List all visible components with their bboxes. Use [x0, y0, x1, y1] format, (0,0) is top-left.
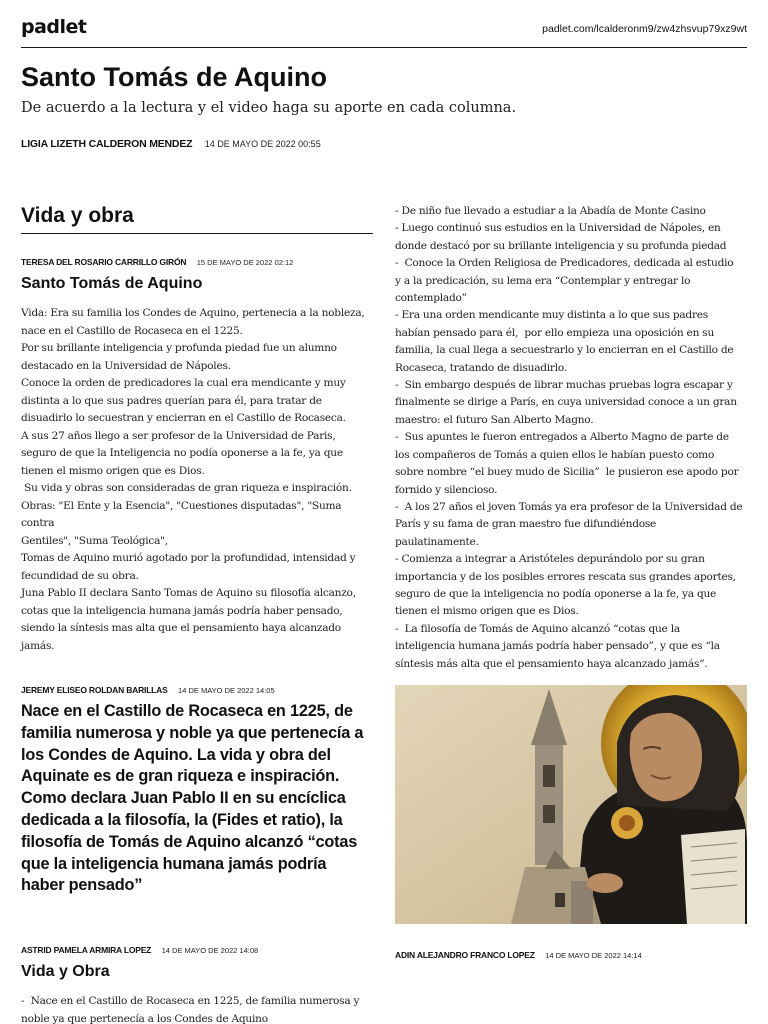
post-meta [21, 943, 373, 957]
top-bar [21, 14, 747, 48]
padlet-date: 14 DE MAYO DE 2022 00:55 [204, 139, 321, 149]
post-title: Santo Tomás de Aquino [21, 275, 203, 292]
padlet-meta [21, 134, 321, 152]
column-right [395, 203, 747, 962]
padlet-url[interactable]: padlet.com/lcalderonm9/zw4zhsvup79xz9wt [542, 23, 747, 35]
post-body-continued: - De niño fue llevado a estudiar a la Abadía de Monte Casino - Luego continuó sus estudios en la Universidad de Nápoles, en donde destacó por su brillante inteligencia y su profunda piedad - Conoce la Orden Religiosa de Predicadores, dedicada al estudio y a la predicación, su lema era “Contemplar y entregar lo contemplado” - Era una orden mendicante muy distinta a lo que sus padres habían pensado para él, por ello empieza una oposición en su familia, la cual llega a secuestrarlo y lo encierran en el Castillo de Rocaseca, tratando de disuadirlo. - Sin embargo después de librar muchas pruebas logra escapar y finalmente se dirige a París, en cuya universidad conoce a un gran maestro: el futuro San Alberto Magno. - Sus apuntes le fueron entregados a Alberto Magno de parte de los compañeros de Tomás a quien ellos le habían puesto como sobre nombre “el buey mudo de Sicilia” le pusieron ese apodo por fornido y silencioso. - A los 27 años el joven Tomás ya era profesor de la Universidad de París y su fama de gran maestro fue difundiéndose paulatinamente. - Comienza a integrar a Aristóteles depurándolo por su gran importancia y de los posibles errores rescata sus grandes aportes, seguro de que la inteligencia no podía oponerse a la fe, ya que tienen el mismo origen que es Dios. - La filosofía de Tomás de Aquino alcanzó “cotas que la inteligencia humana jamás podría haber pensado”, y que es “la síntesis más alta que el pensamiento haya alcanzado jamás”. [395, 205, 743, 670]
post-date: 14 DE MAYO DE 2022 14:05 [178, 686, 275, 695]
saint-thomas-painting-svg [395, 685, 747, 924]
post-meta [395, 948, 747, 962]
post-author: ASTRID PAMELA ARMIRA LOPEZ [21, 945, 152, 956]
post-date: 14 DE MAYO DE 2022 14:08 [161, 946, 259, 956]
padlet-logo[interactable]: padlet [21, 16, 87, 38]
post-body: Nace en el Castillo de Rocaseca en 1225, de familia numerosa y noble ya que pertenecía a los Condes de Aquino. La vida y obra del Aquinate es de gran riqueza e inspiración. Como declara Juan Pablo II en su encíclica dedicada a la filosofía, la (Fides et ratio), la filosofía de Tomás de Aquino alcanzó “cotas que la inteligencia humana jamás podría haber pensado” [21, 702, 364, 895]
padlet-author: LIGIA LIZETH CALDERON MENDEZ [21, 138, 193, 150]
post-author: ADIN ALEJANDRO FRANCO LOPEZ [395, 949, 535, 960]
saint-thomas-painting[interactable] [395, 685, 747, 924]
post-author: TERESA DEL ROSARIO CARRILLO GIRÓN [21, 257, 187, 267]
page-subtitle: De acuerdo a la lectura y el video haga su aporte en cada columna. [21, 100, 517, 116]
column-left [21, 204, 373, 1024]
post-author: JEREMY ELISEO ROLDAN BARILLAS [21, 685, 168, 695]
post-date: 14 DE MAYO DE 2022 14:14 [545, 950, 642, 960]
post-card[interactable] [21, 683, 373, 897]
post-card[interactable] [21, 943, 373, 1024]
page-title: Santo Tomás de Aquino [21, 62, 328, 92]
post-meta [21, 255, 373, 269]
post-card[interactable] [21, 255, 373, 655]
post-meta [21, 683, 373, 697]
section-title: Vida y obra [21, 204, 373, 234]
post-body: Vida: Era su familia los Condes de Aquino, pertenecia a la nobleza, nace en el Castillo de Rocaseca en el 1225. Por su brillante inteligencia y profunda piedad fue un alumno destacado en la Universidad de Nápoles. Conoce la orden de predicadores la cual era mendicante y muy distinta a lo que sus padres querían para él, para tratar de disuadirlo lo secuestran y encierran en el Castillo de Rocaseca. A sus 27 años llego a ser profesor de la Universidad de Paris, seguro de que la Inteligencia no podía oponerse a la fe, ya que tienen el mismo origen que es Dios. Su vida y obras son consideradas de gran riqueza e inspiración. Obras: "El Ente y la Esencia", "Cuestiones disputadas", "Suma contra Gentiles", "Suma Teológica", Tomas de Aquino murió agotado por la profundidad, intensidad y fecundidad de su obra. Juna Pablo II declara Santo Tomas de Aquino su filosofía alcanzo, cotas que la inteligencia humana jamás podría haber pensado, siendo la síntesis mas alta que el pensamiento haya alcanzado jamás. [21, 307, 365, 652]
post-date: 15 DE MAYO DE 2022 02:12 [196, 258, 294, 267]
post-body: - Nace en el Castillo de Rocaseca en 1225, de familia numerosa y noble ya que pertenecía a los Condes de Aquino [21, 995, 360, 1024]
post-title: Vida y Obra [21, 963, 110, 981]
